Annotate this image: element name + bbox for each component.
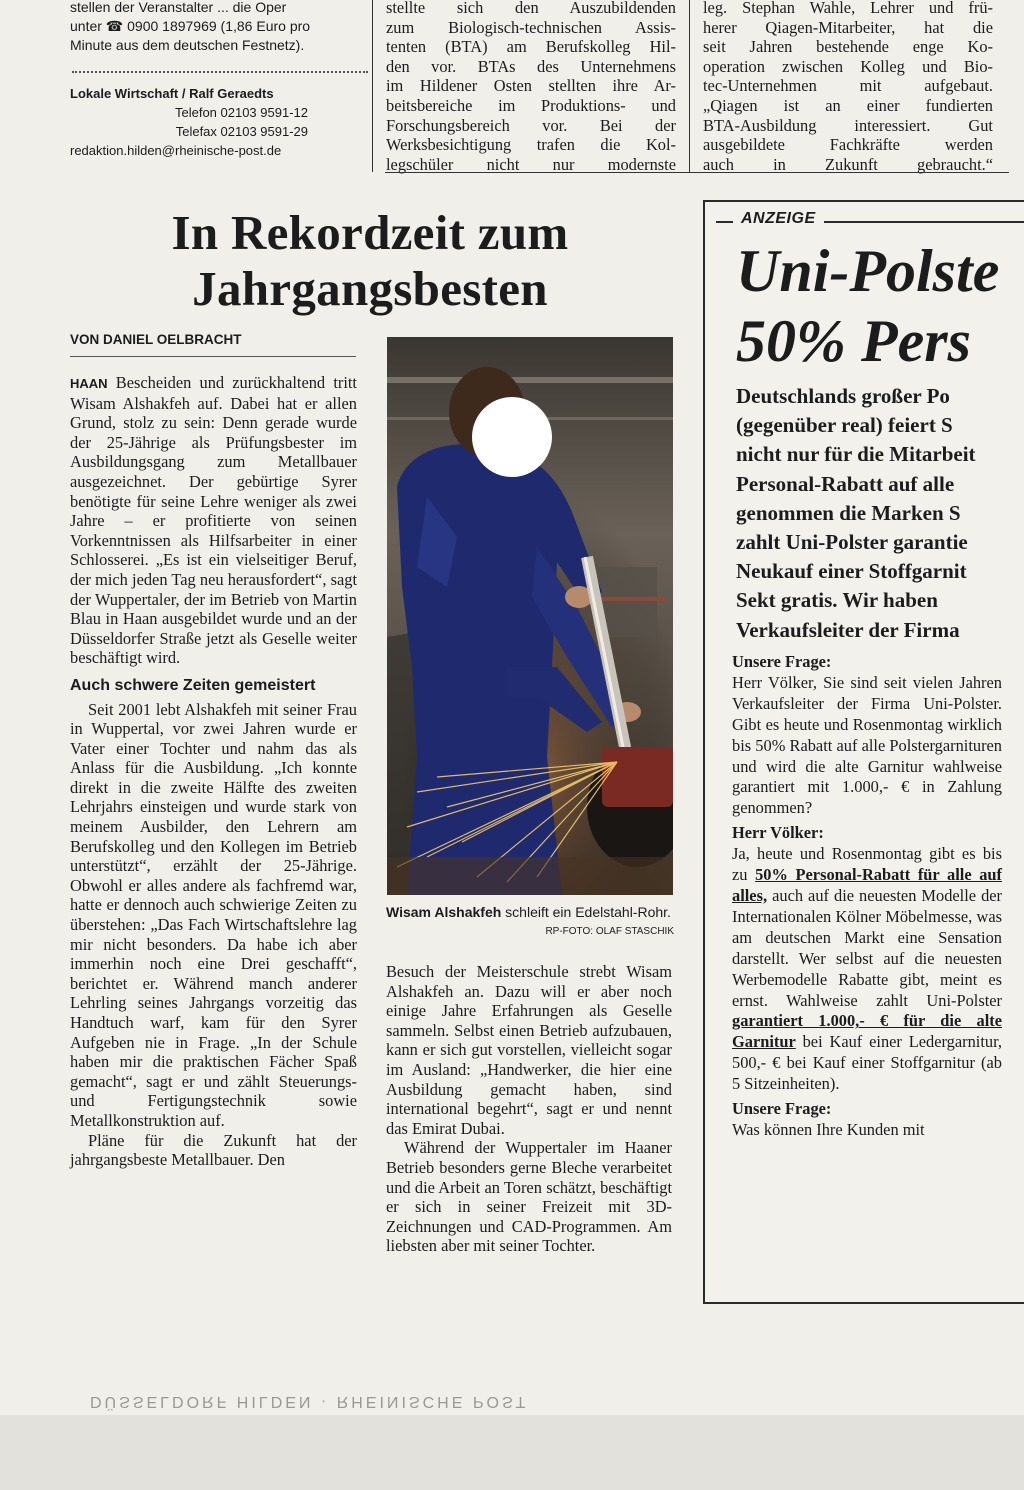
info-line-2: unter ☎ 0900 1897969 (1,86 Euro pro [70, 18, 311, 34]
article-line: operation zwischen Kolleg und Bio- [703, 56, 993, 76]
article-line: stellte sich den Auszubildenden [386, 0, 676, 17]
dateline: HAAN [70, 376, 108, 391]
event-info [70, 0, 370, 55]
article-line: BTA-Ausbildung interessiert. Gut [703, 115, 993, 135]
desk-heading: Lokale Wirtschaft / Ralf Geraedts [70, 86, 274, 101]
ad-label: ANZEIGE [733, 210, 824, 228]
article-line: seit Jahren bestehende enge Ko- [703, 37, 993, 57]
desk-email: redaktion.hilden@rheinische-post.de [70, 143, 282, 158]
page-fold-strip [0, 1415, 1024, 1490]
ad-intro-line: genommen die Marken S [736, 500, 961, 525]
local-desk-contact [70, 84, 370, 160]
ad-title [736, 236, 999, 376]
mirrored-fold-text [10, 1392, 1010, 1422]
headline-line-1: In Rekordzeit zum [171, 205, 569, 260]
column-rule [689, 0, 690, 172]
ad-answer-highlight-2: garantiert 1.000,- € für die alte Garnitur [732, 1011, 1002, 1052]
ad-question-label: Unsere Frage: [732, 652, 832, 671]
article-line: im Hildener Osten stellten ihre Ar- [386, 76, 676, 96]
article-line: Forschungsbereich vor. Bei der [386, 115, 676, 135]
article-paragraph-1: Bescheiden und zurückhaltend tritt Wisam Alshakfeh auf. Dabei hat er allen Grund, stolz zu sein: Denn gerade wurde der 25-Jährige als Prüfungsbester im Ausbildungsgang zum Metallbauer ausgezeichnet. Der gebürtige Syrer benötigte für seine Lehre weniger als zwei Jahre – er profitierte von seinen Vorkenntnissen als Hilfsarbeiter in einer Schlosserei. „Es ist ein vielseitiger Beruf, der mich jeden Tag neu herausfordert“, sagt der Wuppertaler, der im Betrieb von Martin Blau in Haan ausgebildet wurde und an der Düsseldorfer Straße jetzt als Geselle weiter beschäftigt wird. [70, 373, 357, 668]
article-paragraph-2: Seit 2001 lebt Alshakfeh mit seiner Frau in Wuppertal, vor zwei Jahren wurde er Vater einer Tochter und nahm das als Anlass für die Ausbildung. „Ich konnte direkt in die zweite Hälfte des zweiten Lehrjahrs einsteigen und wurde stark von meinem Ausbilder, den Lehrern am Berufskolleg und den Kollegen im Betrieb unterstützt“, erzählt der 25-Jährige. Obwohl er alles andere als fachfremd war, hatte er dennoch auch schwierige Zeiten zu überstehen: „Das Fach Wirtschaftslehre lag mir nicht besonders. Da habe ich aber immerhin noch eine Drei geschafft“, berichtet er. Während manch anderer Lehrling seines Jahrgangs vorzeitig das Handtuch warf, kam für den Syrer Aufgeben nie in Frage. „In der Schule haben mir die praktischen Fächer Spaß gemacht“, sagt er und zählt Steuerungs- und Fertigungstechnik sowie Metallkonstruktion auf. [70, 699, 357, 1130]
article-line: herer Qiagen-Mitarbeiter, hat die [703, 17, 993, 37]
ad-intro-line: Neukauf einer Stoffgarnit [736, 559, 967, 584]
dotted-separator [72, 71, 368, 73]
caption-name: Wisam Alshakfeh [386, 904, 502, 920]
ad-intro-line: Sekt gratis. Wir haben [736, 588, 938, 613]
article-line: legschüler nicht nur modernste [386, 154, 676, 174]
ad-intro-line: Deutschlands großer Po [736, 384, 950, 408]
info-line-1: stellen der Veranstalter ... die Oper [70, 0, 287, 15]
photo-caption [386, 903, 674, 941]
ad-intro-line: Verkaufsleiter der Firma [736, 617, 960, 642]
ad-interview [732, 652, 1002, 1141]
previous-article-right [703, 0, 993, 174]
article-line: ausgebildete Fachkräfte werden [703, 135, 993, 155]
column-rule [372, 0, 373, 172]
article-subheading: Auch schwere Zeiten gemeistert [70, 676, 316, 694]
ad-answer-text-3: bei Kauf einer Ledergarnitur, 500,- € bei Kauf einer Stoffgarnitur (ab 5 Sitzeinheiten). [732, 1032, 1002, 1094]
section-rule [385, 172, 1009, 173]
desk-phone: Telefon 02103 9591-12 [174, 105, 308, 120]
ad-intro-line: Personal-Rabatt auf alle [736, 471, 955, 496]
article-headline [70, 205, 670, 317]
article-line: Werksbesichtigung trafen die Kol- [386, 135, 676, 155]
caption-text: schleift ein Edelstahl-Rohr. [505, 904, 671, 920]
ad-intro-line: (gegenüber real) feiert S [736, 413, 953, 438]
byline: VON DANIEL OELBRACHT [70, 332, 242, 347]
ad-intro-line: nicht nur für die Mitarbeit [736, 442, 976, 467]
ad-intro-line: zahlt Uni-Polster garantie [736, 530, 968, 555]
ad-answer-highlight: 50% Personal-Rabatt für alle auf alles, [732, 865, 1002, 905]
article-line: „Qiagen ist an einer fundierten [703, 95, 993, 115]
photo-credit: RP-FOTO: OLAF STASCHIK [545, 926, 674, 937]
ad-intro [736, 382, 1024, 645]
ad-question-label-2: Unsere Frage: [732, 1099, 832, 1119]
ad-answer-text-2: auch auf die neuesten Modelle der Internationalen Kölner Möbelmesse, was am deutschen Markt eine Sensation darstellt. Wer selbst auf die neuesten Werbemodelle Rabatte gibt, meint es ernst. Wahlweise zahlt Uni-Polster [732, 885, 1002, 1010]
article-line: tec-Unternehmen mit aufgebaut. [703, 76, 993, 96]
ad-answer-text: Ja, heute und Rosenmontag gibt es bis zu [732, 844, 1002, 885]
ad-question-text: Herr Völker, Sie sind seit vielen Jahren Verkaufsleiter der Firma Uni-Polster. Gibt es heute und Rosenmontag wirklich bis 50% Rabatt auf alle Polstergarnituren und wird die alte Garnitur wahlweise garantiert mit 1.000,- € in Zahlung genommen? [732, 672, 1002, 818]
ad-title-line-1: Uni-Polste [736, 238, 1000, 304]
article-column-2 [386, 962, 672, 1256]
article-photo [387, 337, 673, 895]
headline-line-2: Jahrgangsbesten [192, 261, 548, 316]
article-column-1 [70, 373, 357, 1170]
byline-rule [70, 356, 356, 357]
article-line: beitsbereiche im Produktions- und [386, 95, 676, 115]
metalworker-photo [387, 337, 673, 895]
fold-text: DÜSSELDORF HILDEN · RHEINISCHE POST [90, 1393, 529, 1410]
desk-fax: Telefax 02103 9591-29 [175, 124, 308, 139]
previous-article-middle [386, 0, 676, 174]
article-paragraph-5: Während der Wuppertaler im Haaner Betrieb besonders gerne Bleche verarbeitet und die Arbeit an Toren schätzt, beschäftigt er sich in seiner Freizeit mit 3D-Zeichnungen und CAD-Programmen. Am liebsten aber mit seiner Tochter. [386, 1138, 672, 1256]
info-line-3: Minute aus dem deutschen Festnetz). [70, 37, 305, 53]
ad-answer-label: Herr Völker: [732, 823, 824, 843]
article-line: zum Biologisch-technischen Assis- [386, 17, 676, 37]
ad-title-line-2: 50% Pers [736, 308, 971, 374]
article-line: tenten (BTA) am Berufskolleg Hil- [386, 37, 676, 57]
article-line: leg. Stephan Wahle, Lehrer und frü- [703, 0, 993, 17]
article-paragraph-3: Pläne für die Zukunft hat der jahrgangsbeste Metallbauer. Den [70, 1130, 357, 1170]
article-paragraph-4: Besuch der Meisterschule strebt Wisam Alshakfeh an. Dazu will er aber noch einige Jahre Erfahrungen als Geselle sammeln. Selbst einen Betrieb aufzubauen, kann er sich gut vorstellen, vielleicht sogar im Ausland: „Handwerker, die hier eine Ausbildung gemacht haben, sind international begehrt“, sagt er und nennt das Emirat Dubai. [386, 962, 672, 1138]
article-line: auch in Zukunft gebraucht.“ [703, 154, 993, 174]
article-line: den vor. BTAs des Unternehmens [386, 56, 676, 76]
ad-question-text-2: Was können Ihre Kunden mit [732, 1119, 925, 1139]
